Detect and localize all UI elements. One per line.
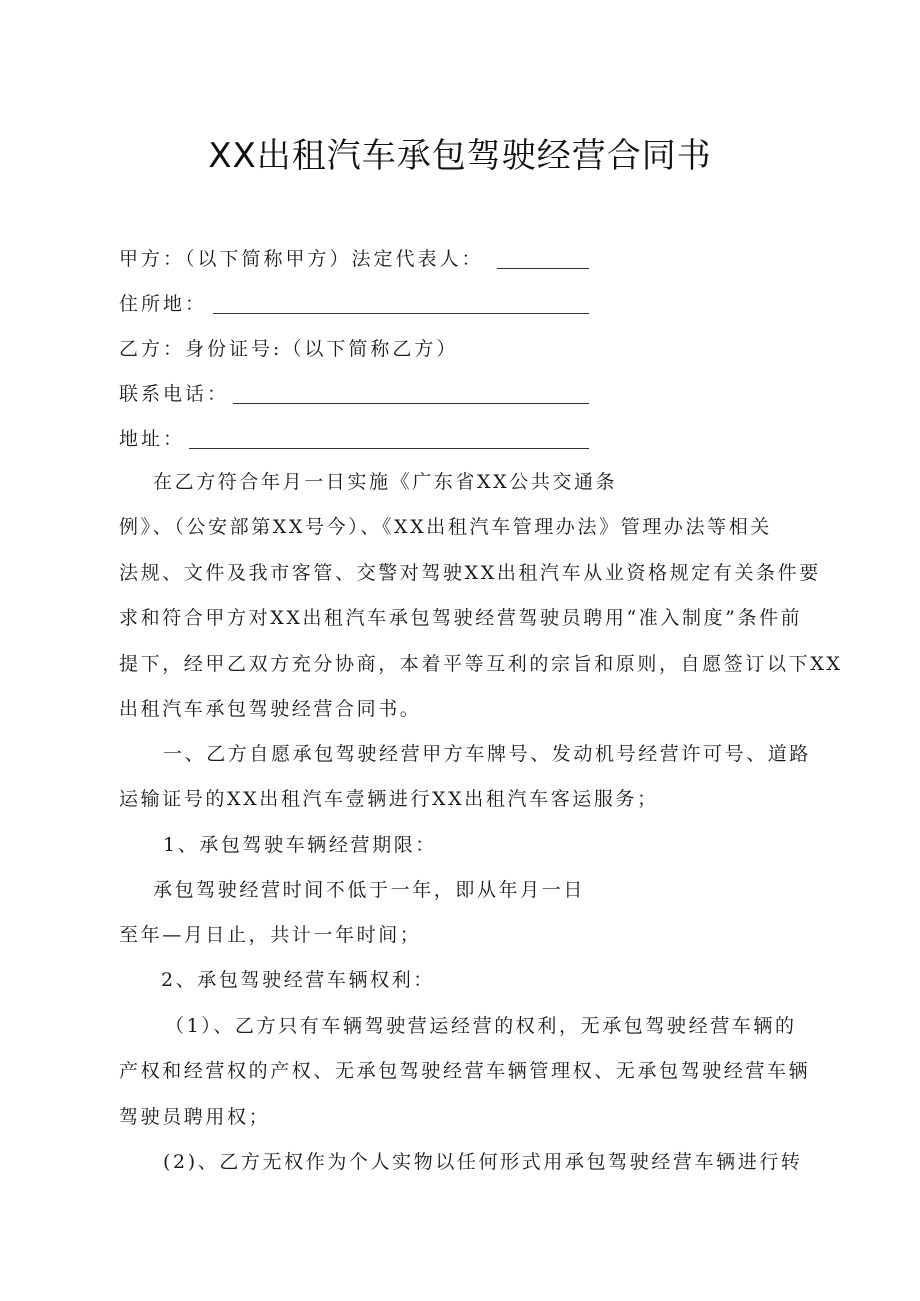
- phone-field: 联系电话：: [119, 383, 230, 405]
- item-1-body-line: 承包驾驶经营时间不低于一年，即从年月一日: [153, 879, 586, 901]
- item-2-sub1-line: 驾驶员聘用权；: [119, 1105, 271, 1128]
- preamble-line: 出租汽车承包驾驶经营合同书。: [119, 698, 422, 721]
- document-title: XX出租汽车承包驾驶经营合同书: [208, 136, 712, 176]
- preamble-line: 法规、文件及我市客管、交警对驾驶XX出租汽车从业资格规定有关条件要: [119, 561, 821, 584]
- item-2-sub1-line: 产权和经营权的产权、无承包驾驶经营车辆管理权、无承包驾驶经营车辆: [119, 1060, 811, 1083]
- preamble-line: 提下，经甲乙双方充分协商，本着平等互利的宗旨和原则，自愿签订以下XX: [119, 652, 843, 675]
- item-2-sub2-line: (2)、乙方无权作为个人实物以任何形式用承包驾驶经营车辆进行转: [163, 1151, 803, 1173]
- item-1-body-line: 至年—月日止，共计一年时间；: [119, 924, 422, 947]
- phone-blank: [233, 403, 589, 404]
- residence-blank: [213, 313, 589, 314]
- preamble-paragraph: [119, 460, 843, 732]
- clause-1-line: 运输证号的XX出租汽车壹辆进行XX出租汽车客运服务；: [119, 788, 659, 811]
- item-1-title-line: 1、承包驾驶车辆经营期限：: [163, 834, 437, 856]
- party-b-field: 乙方：身份证号:（以下简称乙方）: [119, 338, 459, 360]
- clause-1-line: 一、乙方自愿承包驾驶经营甲方车牌号、发动机号经营许可号、道路: [163, 743, 812, 765]
- item-2-sub2: [119, 1140, 819, 1185]
- item-2-sub1: [119, 1004, 819, 1140]
- item-2-sub1-line: （1）、乙方只有车辆驾驶营运经营的权利，无承包驾驶经营车辆的: [165, 1015, 797, 1037]
- item-2-title-line: 2、承包驾驶经营车辆权利：: [161, 969, 435, 991]
- preamble-line: 例》、（公安部第XX号今）、《XX出租汽车管理办法》管理办法等相关: [119, 516, 772, 539]
- address-blank: [189, 448, 589, 449]
- residence-field: 住所地：: [119, 293, 208, 315]
- address-field: 地址：: [119, 428, 186, 450]
- party-a-field: 甲方：（以下简称甲方）法定代表人：: [119, 248, 484, 270]
- clause-1-paragraph: [119, 732, 819, 823]
- preamble-line: 在乙方符合年月一日实施《广东省XX公共交通条: [153, 471, 618, 493]
- item-1-body: [119, 868, 819, 959]
- item-2-title: [119, 958, 819, 1003]
- legal-representative-blank: [497, 268, 589, 269]
- item-1-title: [119, 823, 819, 868]
- preamble-line: 求和符合甲方对XX出租汽车承包驾驶经营驾驶员聘用“准入制度”条件前: [119, 607, 803, 630]
